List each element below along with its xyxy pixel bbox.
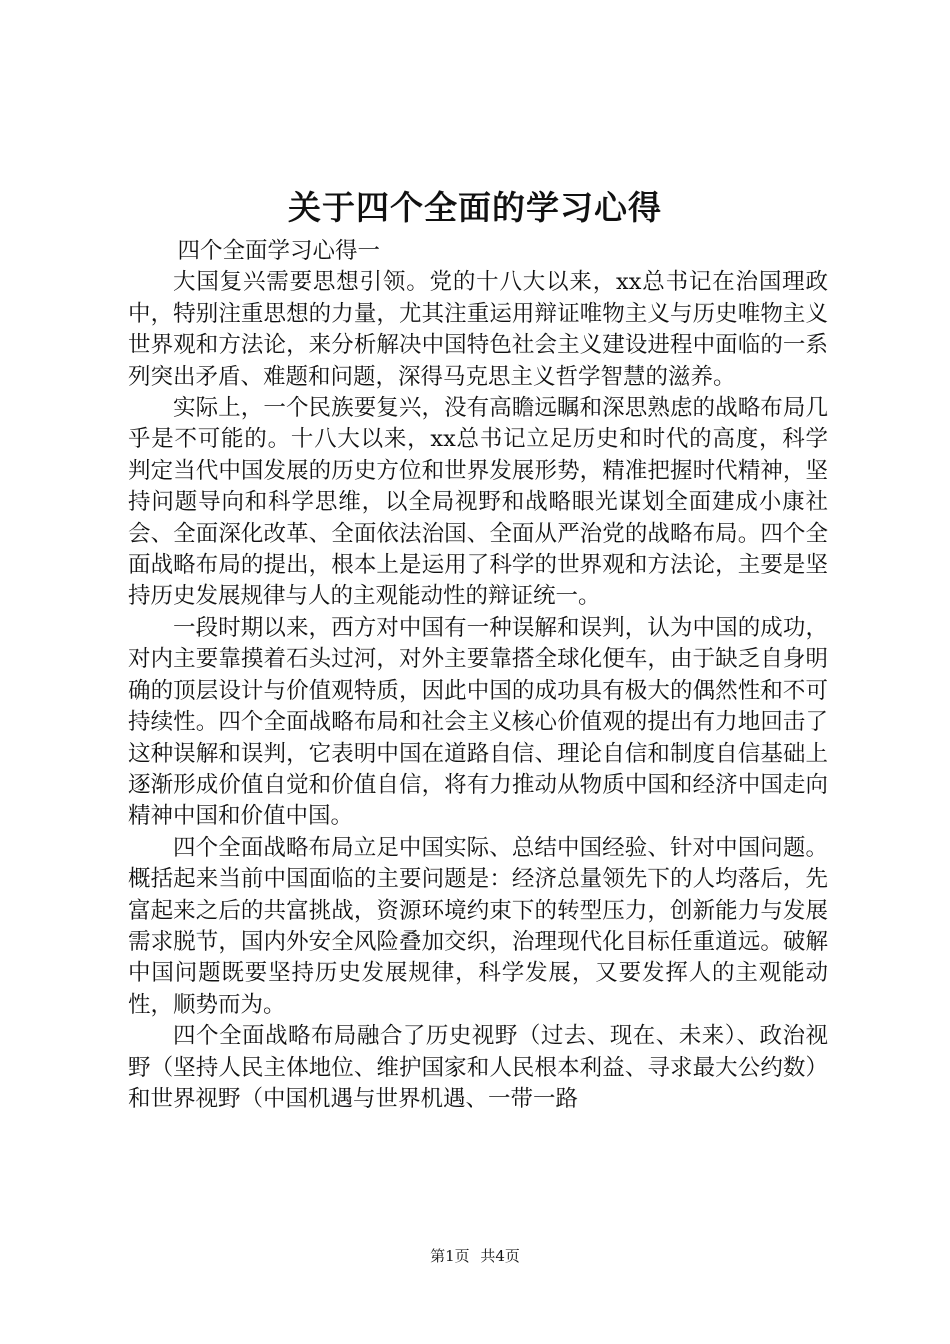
document-body (128, 236, 828, 1115)
document-title: 关于四个全面的学习心得 (288, 188, 662, 227)
section-subheading: 四个全面学习心得一 (177, 238, 381, 264)
paragraph-4: 四个全面战略布局立足中国实际、总结中国经验、针对中国问题。概括起来当前中国面临的主要问题是：经济总量领先下的人均落后，先富起来之后的共富挑战，资源环境约束下的转型压力，创新能力与发展需求脱节，国内外安全风险叠加交织，治理现代化目标任重道远。破解中国问题既要坚持历史发展规律，科学发展，又要发挥人的主观能动性，顺势而为。 (128, 834, 828, 1018)
page-footer (0, 1245, 950, 1267)
paragraph-5: 四个全面战略布局融合了历史视野（过去、现在、未来）、政治视野（坚持人民主体地位、维护国家和人民根本利益、寻求最大公约数）和世界视野（中国机遇与世界机遇、一带一路 (128, 1023, 828, 1112)
page-number: 第1页 (430, 1247, 470, 1265)
paragraph-1: 大国复兴需要思想引领。党的十八大以来，xx总书记在治国理政中，特别注重思想的力量，尤其注重运用辩证唯物主义与历史唯物主义世界观和方法论，来分析解决中国特色社会主义建设进程中面临的一系列突出矛盾、难题和问题，深得马克思主义哲学智慧的滋养。 (128, 269, 828, 390)
paragraph-2: 实际上，一个民族要复兴，没有高瞻远瞩和深思熟虑的战略布局几乎是不可能的。十八大以来，xx总书记立足历史和时代的高度，科学判定当代中国发展的历史方位和世界发展形势，精准把握时代精神，坚持问题导向和科学思维，以全局视野和战略眼光谋划全面建成小康社会、全面深化改革、全面依法治国、全面从严治党的战略布局。四个全面战略布局的提出，根本上是运用了科学的世界观和方法论，主要是坚持历史发展规律与人的主观能动性的辩证统一。 (128, 395, 828, 610)
page-total: 共4页 (480, 1247, 520, 1265)
paragraph-3: 一段时期以来，西方对中国有一种误解和误判，认为中国的成功，对内主要靠摸着石头过河，对外主要靠搭全球化便车，由于缺乏自身明确的顶层设计与价值观特质，因此中国的成功具有极大的偶然性和不可持续性。四个全面战略布局和社会主义核心价值观的提出有力地回击了这种误解和误判，它表明中国在道路自信、理论自信和制度自信基础上逐渐形成价值自觉和价值自信，将有力推动从物质中国和经济中国走向精神中国和价值中国。 (128, 614, 828, 830)
